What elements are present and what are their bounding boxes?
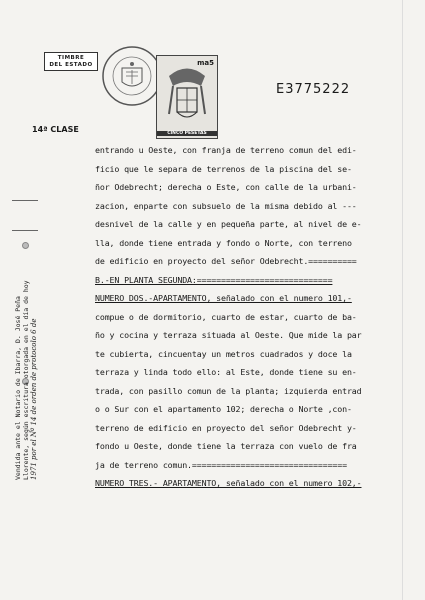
document-body — [95, 141, 395, 493]
text-line: terraza y linda todo ello: al Este, donde tiene su en- — [95, 367, 357, 377]
text-line: de edificio en proyecto del señor Odebrecht.========== — [95, 256, 357, 266]
stamp-label-1: TIMBRE — [57, 54, 85, 61]
text-line: ja de terreno comun.================================ — [95, 459, 347, 470]
serial-number: E3775222 — [276, 82, 351, 97]
text-line: o o Sur con el apartamento 102; derecha o Norte ,con- — [95, 404, 352, 414]
text-line: ño y cocina y terraza situada al Oeste. Que mide la par — [95, 330, 362, 340]
coat-of-arms-icon — [157, 56, 217, 138]
margin-line-3: 1971 por el Nº 14 de orden de protocolo 6 de — [30, 318, 38, 480]
text-line: lla, donde tiene entrada y fondo o Norte, con terreno — [95, 237, 352, 248]
clase-label: 14ª CLASE — [32, 125, 79, 134]
margin-line-2: Llorente, según escritura otorgada en el día de hoy — [22, 280, 30, 480]
stamp-label-2: DEL ESTADO — [49, 61, 93, 68]
text-line: trada, con pasillo comun de la planta; izquierda entrad — [95, 385, 362, 396]
notary-seal — [100, 44, 164, 108]
timbre-price: CINCO PESETAS — [157, 131, 217, 136]
section-heading: B.-EN PLANTA SEGUNDA:============================ — [95, 274, 333, 285]
text-line: compue o de dormitorio, cuarto de estar, cuarto de ba- — [95, 311, 357, 322]
text-line: terreno de edificio en proyecto del señor Odebrecht y- — [95, 422, 357, 433]
page-edge — [402, 0, 403, 600]
timbre-stamp — [156, 55, 218, 139]
text-line: fondo u Oeste, donde tiene la terraza con vuelo de fra — [95, 441, 357, 451]
text-line: ficio que le separa de terrenos de la piscina del se- — [95, 163, 352, 174]
text-line: te cubierta, cincuentay un metros cuadrados y doce la — [95, 348, 352, 359]
text-line: zacion, enparte con subsuelo de la misma debido al --- — [95, 200, 357, 211]
timbre-denomination: ma5 — [197, 59, 214, 67]
margin-line-1: Vendida ante el Notario de Ibarra, D. José Peña — [14, 296, 22, 480]
text-line: desnivel de la calle y en pequeña parte, al nivel de e- — [95, 219, 362, 229]
text-line: NUMERO TRES.- APARTAMENTO, señalado con el numero 102,- — [95, 478, 362, 488]
timbre-del-estado-stamp — [44, 52, 98, 71]
text-line: entrando u Oeste, con franja de terreno comun del edi- — [95, 145, 357, 155]
text-line: NUMERO DOS.-APARTAMENTO, señalado con el numero 101,- — [95, 293, 352, 303]
margin-annotation — [14, 160, 38, 480]
text-line: ñor Odebrecht; derecha o Este, con calle de la urbani- — [95, 182, 357, 192]
